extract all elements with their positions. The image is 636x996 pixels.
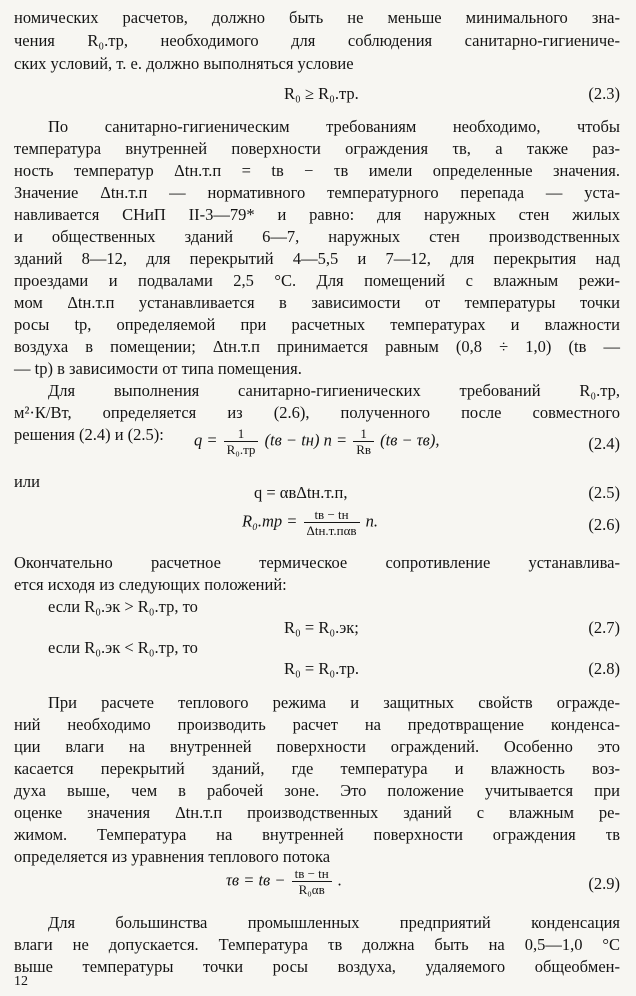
- text-line: навливается СНиП II-3—79* и равно: для наружных стен жилых: [14, 205, 620, 224]
- text-line: Для выполнения санитарно-гигиенических требований R₀.тр,: [48, 381, 620, 400]
- equation-2-6: R₀.тр = $\frac{tв - tн}{\text{Δtн.т.пαв}}$ n. (2.6): [242, 507, 620, 538]
- page-number: 12: [14, 974, 28, 989]
- text-line: мом Δtн.т.п устанавливается в зависимости от температуры точки: [14, 293, 620, 312]
- text-line: и общественных зданий 6—7, наружных стен производственных: [14, 227, 620, 246]
- fraction: $\frac{tв - tн}{\text{Δtн.т.пαв}}$: [304, 507, 360, 538]
- text-line: Значение Δtн.т.п — нормативного температурного перепада — уста-: [14, 183, 620, 202]
- text-line: если R₀.эк < R₀.тр, то: [48, 638, 198, 657]
- text-line: Окончательно расчетное термическое сопротивление устанавлива-: [14, 553, 620, 572]
- text-line: духа выше, чем в рабочей зоне. Это положение учитывается при: [14, 781, 620, 800]
- text-line: определяется из уравнения теплового потока: [14, 847, 331, 866]
- text-line: воздуха в помещении; Δtн.т.п принимается равным (0,8 ÷ 1,0) (tв —: [14, 337, 620, 356]
- equation-2-9: τв = tв − $\frac{tв - tн}{\text{R₀αв}}$ . (2.9): [226, 866, 620, 897]
- text-line: или: [14, 472, 40, 491]
- text-line: По санитарно-гигиеническим требованиям необходимо, чтобы: [48, 117, 620, 136]
- text-line: — tр) в зависимости от типа помещения.: [14, 359, 302, 378]
- text-line: ний необходимо производить расчет на предотвращение конденса-: [14, 715, 620, 734]
- text-line: ции влаги на внутренней поверхности ограждений. Особенно это: [14, 737, 620, 756]
- text-line: оценке значения Δtн.т.п производственных зданий с влажным ре-: [14, 803, 620, 822]
- equation-2-4: q = $\frac{1}{\text{R₀.тр}}$ (tв − tн) n = $\frac{1}{Rв}$ (tв − τв), (2.4): [194, 426, 620, 457]
- text-line: температура внутренней поверхности ограждения τв, а также раз-: [14, 139, 620, 158]
- text-line: зданий 8—12, для перекрытий 4—5,5 и 7—12, для перекрытия над: [14, 249, 620, 268]
- text-line: ских условий, т. е. должно выполняться условие: [14, 54, 354, 73]
- fraction: $\frac{1}{\text{R₀.тр}}$: [224, 426, 259, 457]
- equation-2-3: R₀ ≥ R₀.тр. (2.3): [284, 84, 620, 103]
- fraction: $\frac{tв - tн}{\text{R₀αв}}$: [292, 866, 332, 897]
- fraction: $\frac{1}{Rв}$: [353, 426, 374, 457]
- equation-2-5: q = αвΔtн.т.п, (2.5): [254, 483, 620, 502]
- text-line: чения R₀.тр, необходимого для соблюдения санитарно-гигиениче-: [14, 31, 620, 50]
- equation-2-8: R₀ = R₀.тр. (2.8): [284, 659, 620, 678]
- text-line: решения (2.4) и (2.5):: [14, 425, 164, 444]
- text-line: жимом. Температура на внутренней поверхности ограждения τв: [14, 825, 620, 844]
- text-line: ность температур Δtн.т.п = tв − τв имели определенные значения.: [14, 161, 620, 180]
- text-line: проездами и подвалами 2,5 °С. Для помещений с влажным режи-: [14, 271, 620, 290]
- text-line: При расчете теплового режима и защитных свойств огражде-: [48, 693, 620, 712]
- text-line: касается перекрытий зданий, где температура и влажность воз-: [14, 759, 620, 778]
- text-line: выше температуры точки росы воздуха, удаляемого общеобмен-: [14, 957, 620, 976]
- text-line: влаги не допускается. Температура τв должна быть на 0,5—1,0 °С: [14, 935, 620, 954]
- text-line: ется исходя из следующих положений:: [14, 575, 287, 594]
- text-line: росы tр, определяемой при расчетных температурах и влажности: [14, 315, 620, 334]
- text-line: номических расчетов, должно быть не меньше минимального зна-: [14, 8, 620, 27]
- text-line: м²·К/Вт, определяется из (2.6), полученного после совместного: [14, 403, 620, 422]
- text-line: Для большинства промышленных предприятий конденсация: [48, 913, 620, 932]
- equation-2-7: R₀ = R₀.эк; (2.7): [284, 618, 620, 637]
- text-line: если R₀.эк > R₀.тр, то: [48, 597, 198, 616]
